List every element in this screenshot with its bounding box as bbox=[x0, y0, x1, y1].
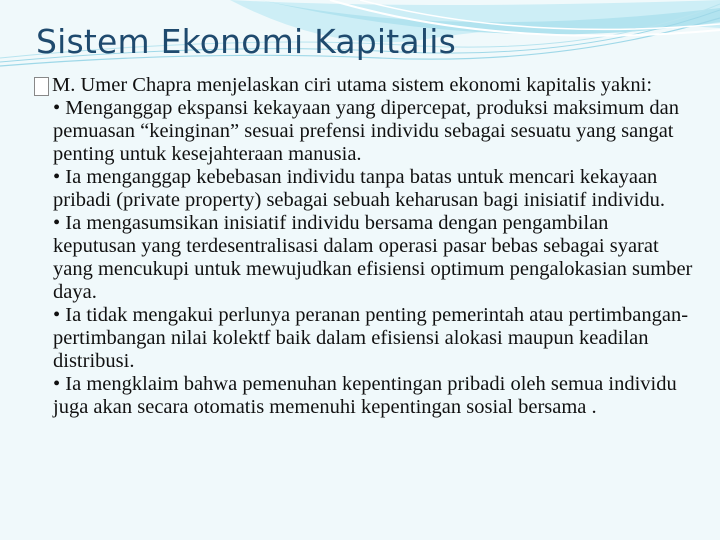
list-item: • Ia menganggap kebebasan individu tanpa batas untuk mencari kekayaan pribadi (private property) sebagai sebuah keharusan bagi inisiatif individu. bbox=[53, 166, 665, 211]
slide-body bbox=[34, 74, 694, 419]
lead-paragraph bbox=[34, 74, 694, 97]
lead-text: M. Umer Chapra menjelaskan ciri utama sistem ekonomi kapitalis yakni: bbox=[52, 74, 653, 96]
list-item: • Ia tidak mengakui perlunya peranan penting pemerintah atau pertimbangan-pertimbangan nilai kolektf baik dalam efisiensi alokasi maupun keadilan distribusi. bbox=[53, 304, 689, 372]
bullet-list bbox=[34, 97, 694, 419]
list-item: • Menganggap ekspansi kekayaan yang dipercepat, produksi maksimum dan pemuasan “keinginan” sesuai prefensi individu sebagai sesuatu yang sangat penting untuk kesejahteraan manusia. bbox=[53, 97, 679, 165]
list-item: • Ia mengklaim bahwa pemenuhan kepentingan pribadi oleh semua individu juga akan secara otomatis memenuhi kepentingan sosial bersama . bbox=[53, 373, 677, 418]
slide-title: Sistem Ekonomi Kapitalis bbox=[36, 22, 456, 61]
list-item: • Ia mengasumsikan inisiatif individu bersama dengan pengambilan keputusan yang terdesentralisasi dalam operasi pasar bebas sebagai syarat yang mencukupi untuk mewujudkan efisiensi optimum pengalokasian sumber daya. bbox=[53, 212, 693, 303]
bullet-icon bbox=[34, 77, 49, 96]
